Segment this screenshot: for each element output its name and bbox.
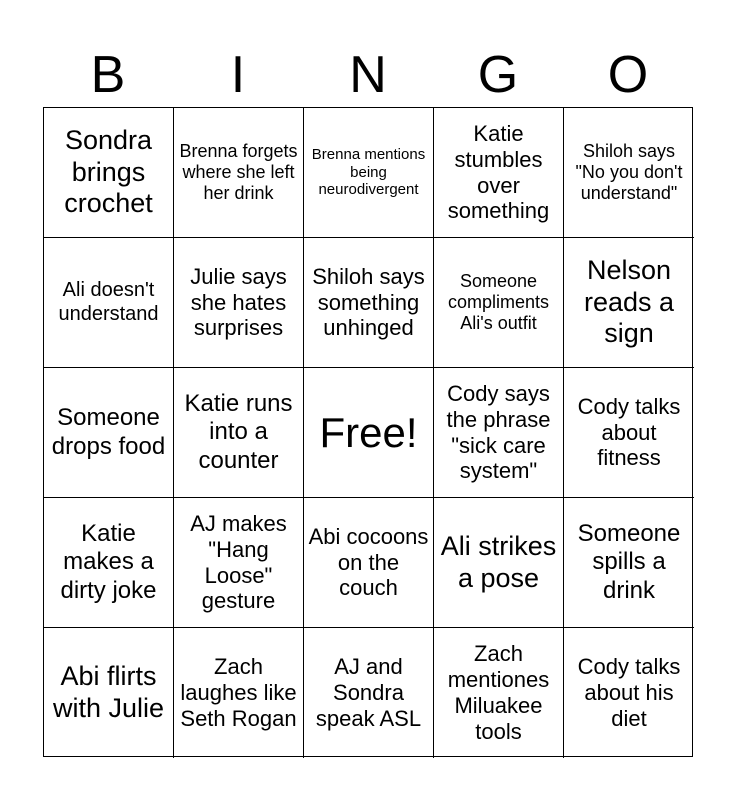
bingo-board: [43, 107, 693, 757]
header-letter-b: B: [90, 46, 126, 104]
header-letter-g: G: [477, 46, 519, 104]
bingo-cell[interactable]: [304, 498, 434, 628]
bingo-cell[interactable]: [44, 498, 174, 628]
cell-text: Shiloh says "No you don't understand": [575, 140, 683, 204]
bingo-cell[interactable]: [564, 238, 694, 368]
cell-text: Katie runs into a counter: [184, 390, 293, 474]
header-letter-n: N: [349, 46, 387, 104]
bingo-cell[interactable]: [434, 108, 564, 238]
header-letter-o: O: [607, 46, 649, 104]
cell-text: Shiloh says something unhinged: [312, 263, 425, 341]
cell-text: Cody says the phrase "sick care system": [446, 380, 551, 484]
header-letter-i: I: [230, 46, 246, 104]
cell-text: Zach mentiones Miluakee tools: [447, 641, 550, 744]
bingo-cell[interactable]: [564, 368, 694, 498]
bingo-header: [43, 44, 693, 106]
cell-text: Ali strikes a pose: [440, 530, 557, 593]
cell-text: Brenna forgets where she left her drink: [179, 140, 298, 204]
bingo-cell[interactable]: [434, 498, 564, 628]
cell-text: Cody talks about fitness: [577, 393, 681, 471]
cell-text: Someone compliments Ali's outfit: [447, 270, 550, 334]
bingo-cell[interactable]: [434, 628, 564, 758]
cell-text: AJ makes "Hang Loose" gesture: [190, 510, 287, 614]
cell-text: Zach laughes like Seth Rogan: [180, 654, 297, 731]
cell-text: Brenna mentions being neurodivergent: [311, 145, 426, 199]
cell-text: AJ and Sondra speak ASL: [315, 654, 422, 731]
cell-text: Free!: [319, 408, 418, 456]
cell-text: Julie says she hates surprises: [190, 263, 287, 341]
cell-text: Ali doesn't understand: [58, 278, 159, 325]
bingo-cell[interactable]: [434, 238, 564, 368]
bingo-cell[interactable]: [304, 238, 434, 368]
bingo-cell[interactable]: [44, 368, 174, 498]
bingo-cell[interactable]: [304, 628, 434, 758]
bingo-cell[interactable]: [174, 498, 304, 628]
cell-text: Abi flirts with Julie: [52, 661, 165, 723]
bingo-cell[interactable]: [564, 498, 694, 628]
bingo-cell[interactable]: [174, 108, 304, 238]
cell-text: Nelson reads a sign: [583, 254, 675, 349]
cell-text: Katie makes a dirty joke: [60, 520, 157, 604]
cell-text: Someone drops food: [51, 404, 166, 460]
bingo-cell[interactable]: [174, 628, 304, 758]
bingo-cell[interactable]: [44, 628, 174, 758]
cell-text: Katie stumbles over something: [447, 120, 550, 224]
bingo-cell[interactable]: [564, 628, 694, 758]
bingo-cell[interactable]: [304, 108, 434, 238]
free-space[interactable]: [304, 368, 434, 498]
bingo-cell[interactable]: [44, 108, 174, 238]
bingo-cell[interactable]: [564, 108, 694, 238]
cell-text: Abi cocoons on the couch: [308, 523, 429, 601]
cell-text: Someone spills a drink: [577, 520, 681, 604]
bingo-cell[interactable]: [434, 368, 564, 498]
bingo-cell[interactable]: [174, 238, 304, 368]
cell-text: Sondra brings crochet: [64, 124, 153, 219]
cell-text: Cody talks about his diet: [577, 654, 681, 731]
bingo-cell[interactable]: [44, 238, 174, 368]
bingo-cell[interactable]: [174, 368, 304, 498]
